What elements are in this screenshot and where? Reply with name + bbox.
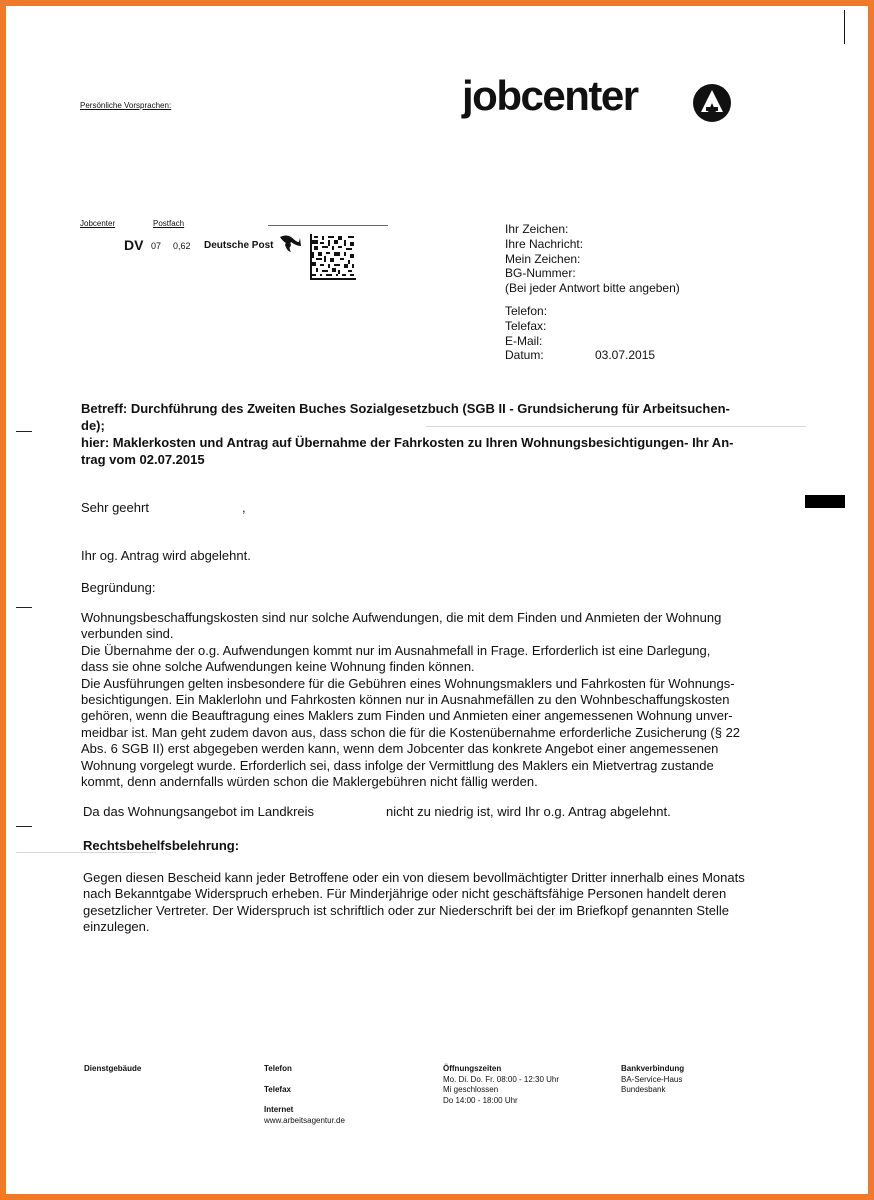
legal-line: nach Bekanntgabe Widerspruch erheben. Für Minderjährige oder nicht geschäftsfähige Personen handelt deren xyxy=(83,886,727,902)
reason-line: besichtigungen. Ein Maklerlohn und Fahrkosten können nur in Ausnahmefällen zu den Wohnbeschaffungskosten xyxy=(81,692,730,708)
legal-heading: Rechtsbehelfsbelehrung: xyxy=(83,838,240,853)
ref-label: Ihr Zeichen: xyxy=(505,222,569,236)
footer-bank xyxy=(621,1064,684,1096)
reason-heading: Begründung: xyxy=(81,580,156,595)
fold-mark-middle xyxy=(16,607,32,608)
reason-line: Die Ausführungen gelten insbesondere für die Gebühren eines Wohnungsmaklers und Fahrkosten für Wohnungs- xyxy=(81,675,735,691)
subject-line: Betreff: Durchführung des Zweiten Buches Sozialgesetzbuch (SGB II - Grundsicherung für Arbeitsuchen- xyxy=(81,401,730,416)
footer-contact xyxy=(264,1064,345,1126)
footer-bank-sub: Bundesbank xyxy=(621,1085,666,1094)
crop-mark xyxy=(844,10,845,44)
conclusion-text: Da das Wohnungsangebot im Landkreis xyxy=(83,804,315,819)
personal-visit-label: Persönliche Vorsprachen: xyxy=(80,101,172,110)
footer-hours-line: Mo. Di. Do. Fr. 08:00 - 12:30 Uhr xyxy=(443,1074,560,1084)
ref-row-email xyxy=(505,334,680,349)
reason-line: gehören, wenn die Beauftragung eines Maklers zum Finden und Anmieten einer angemessenen Wohnung unver- xyxy=(81,708,733,724)
ref-row-my-sign xyxy=(505,252,680,267)
ref-label: BG-Nummer: xyxy=(505,266,576,281)
redaction-bar xyxy=(805,495,845,508)
reason-line: meidbar ist. Man geht zudem davon aus, dass schon die für die Kostenübernahme erforderliche Zusicherung (§ 22 xyxy=(81,724,741,740)
reference-block xyxy=(505,222,680,363)
conclusion-text-cont: nicht zu niedrig ist, wird Ihr o.g. Antrag abgelehnt. xyxy=(386,804,671,819)
ref-label: E-Mail: xyxy=(505,333,543,348)
reason-line: Die Übernahme der o.g. Aufwendungen kommt nur im Ausnahmefall in Frage. Erforderlich ist eine Darlegung, xyxy=(81,642,711,658)
decision-text: Ihr og. Antrag wird abgelehnt. xyxy=(81,548,251,563)
reason-paragraph xyxy=(81,610,803,790)
ref-row-bg-number xyxy=(505,266,680,281)
postage-dv: DV xyxy=(124,237,144,253)
fold-mark-bottom xyxy=(16,826,32,827)
datamatrix-code-icon xyxy=(310,234,356,280)
reason-line: verbunden sind. xyxy=(81,626,174,642)
subject-line: hier: Maklerkosten und Antrag auf Übernahme der Fahrkosten zu Ihren Wohnungsbesichtigungen- Ihr An- xyxy=(81,435,734,450)
sender-org: Jobcenter xyxy=(80,219,116,228)
ref-row-date xyxy=(505,348,680,363)
footer-building xyxy=(84,1064,141,1075)
subject-block xyxy=(81,400,801,468)
ref-row-note xyxy=(505,281,680,296)
footer-bank-name: BA-Service-Haus xyxy=(621,1074,683,1084)
ref-label: Ihre Nachricht: xyxy=(505,236,584,251)
ref-row-your-sign xyxy=(505,222,680,237)
legal-line: einzulegen. xyxy=(83,919,150,935)
footer-hours-heading: Öffnungszeiten xyxy=(443,1064,502,1073)
jobcenter-wordmark: jobcenter xyxy=(462,72,638,119)
subject-line: de); xyxy=(81,418,105,433)
footer-bank-heading: Bankverbindung xyxy=(621,1064,685,1073)
reason-line: kommt, denn andernfalls würden schon die Maklergebühren nicht fällig werden. xyxy=(81,774,538,790)
footer-website-link[interactable]: www.arbeitsagentur.de xyxy=(264,1115,345,1125)
agency-logo-icon xyxy=(692,83,732,123)
footer-building-heading: Dienstgebäude xyxy=(84,1064,142,1073)
legal-line: gesetzlicher Vertreter. Der Widerspruch ist schriftlich oder zur Niederschrift bei der im Briefkopf genannten Stelle xyxy=(83,902,729,918)
footer-hours-line: Mi geschlossen xyxy=(443,1085,499,1094)
postage-amount: 0,62 xyxy=(173,241,191,251)
posthorn-icon xyxy=(278,234,302,254)
ref-label: Datum: xyxy=(505,348,544,363)
postage-code: 07 xyxy=(151,241,162,251)
salutation: Sehr geehrt xyxy=(81,500,149,515)
reason-line: dass sie ohne solche Aufwendungen keine Wohnung finden können. xyxy=(81,659,475,675)
ref-note: (Bei jeder Antwort bitte angeben) xyxy=(505,281,680,296)
legal-paragraph xyxy=(83,870,805,936)
footer-phone-heading: Telefon xyxy=(264,1064,292,1073)
ref-label: Telefax: xyxy=(505,318,547,333)
reason-line: Abs. 6 SGB II) erst abgegeben werden kann, wenn dem Jobcenter das konkrete Angebot einer angemessenen xyxy=(81,741,719,757)
fold-mark-top xyxy=(16,431,32,432)
reason-line: Wohnungsbeschaffungskosten sind nur solche Aufwendungen, die mit dem Finden und Anmieten der Wohnung xyxy=(81,610,722,625)
ref-row-your-message xyxy=(505,237,680,252)
reason-line: Wohnung vorgelegt wurde. Erforderlich sei, dass infolge der Vermittlung des Maklers ein Mietvertrag zustande xyxy=(81,757,714,773)
sender-line xyxy=(268,225,388,226)
subject-line: trag vom 02.07.2015 xyxy=(81,452,205,467)
footer-internet-heading: Internet xyxy=(264,1105,294,1114)
ref-label: Telefon: xyxy=(505,303,548,318)
legal-line: Gegen diesen Bescheid kann jeder Betroffene oder ein von diesem bevollmächtigter Dritter innerhalb eines Monats xyxy=(83,870,745,885)
letter-date: 03.07.2015 xyxy=(595,348,656,363)
ref-row-fax xyxy=(505,319,680,334)
sender-pobox: Postfach xyxy=(153,219,185,228)
carrier-name: Deutsche Post xyxy=(204,240,274,251)
footer-fax-heading: Telefax xyxy=(264,1084,291,1094)
ref-row-phone xyxy=(505,304,680,319)
ref-spacer xyxy=(505,296,680,304)
ref-label: Mein Zeichen: xyxy=(505,251,581,266)
footer-hours-line: Do 14:00 - 18:00 Uhr xyxy=(443,1095,518,1105)
salutation-comma: , xyxy=(242,500,246,515)
footer-hours xyxy=(443,1064,559,1106)
